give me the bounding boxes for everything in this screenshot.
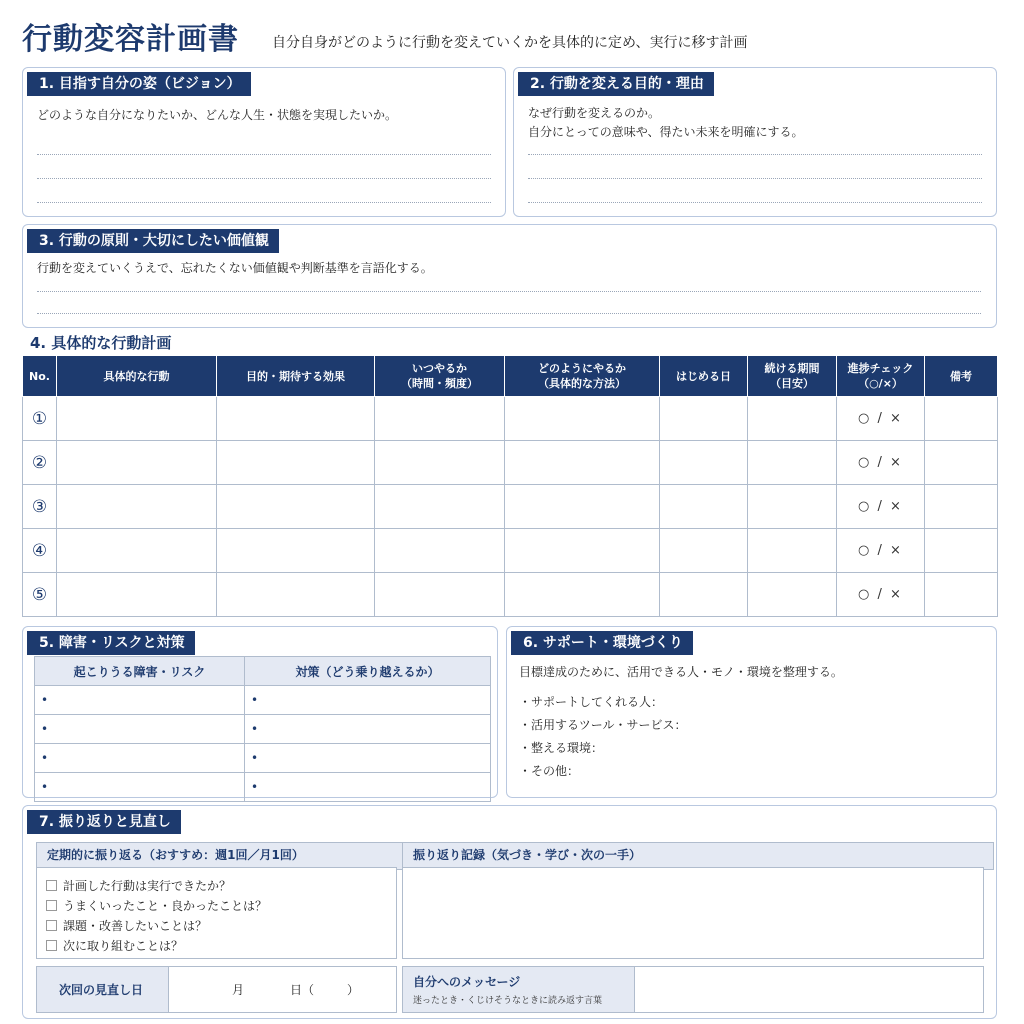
cell[interactable] [505,397,660,441]
measure-cell[interactable]: • [245,773,491,802]
message-sublabel: 迷ったとき・くじけそうなときに読み返す言葉 [413,996,603,1006]
support-item-people: ・サポートしてくれる人： [519,695,664,709]
col-period: 続ける期間 （目安） [748,356,837,397]
next-review-date-field[interactable] [168,966,397,1013]
measure-cell[interactable]: • [245,715,491,744]
section-vision-label: 1. 目指す自分の姿（ビジョン） [27,72,251,96]
checkbox[interactable] [46,900,57,911]
cell[interactable] [660,485,748,529]
progress-check[interactable]: ○ / × [837,397,925,441]
support-item-tools: ・活用するツール・サービス： [519,718,687,732]
cell[interactable] [375,485,505,529]
cell[interactable] [57,441,217,485]
progress-check[interactable]: ○ / × [837,529,925,573]
row-number: ④ [23,529,57,573]
section-purpose-desc-2: 自分にとっての意味や、得たい未来を明確にする。 [528,125,804,139]
col-how: どのようにやるか （具体的な方法） [505,356,660,397]
review-check-item[interactable]: うまくいったこと・良かったことは？ [46,897,267,914]
col-check: 進捗チェック （○/×） [837,356,925,397]
table-row [23,529,998,573]
message-field[interactable] [634,966,984,1013]
cell[interactable] [748,441,837,485]
progress-check[interactable]: ○ / × [837,573,925,617]
month-label: 月 [232,983,245,997]
action-plan-table [22,355,998,617]
checkbox[interactable] [46,880,57,891]
cell[interactable] [375,573,505,617]
next-review-label: 次回の見直し日 [59,983,144,997]
row-number: ① [23,397,57,441]
cell[interactable] [748,573,837,617]
cell[interactable] [57,397,217,441]
write-line[interactable] [528,154,982,155]
col-start: はじめる日 [660,356,748,397]
section-purpose-label: 2. 行動を変える目的・理由 [518,72,714,96]
risk-cell[interactable]: • [35,773,245,802]
col-purpose: 目的・期待する効果 [217,356,375,397]
col-when: いつやるか （時間・頻度） [375,356,505,397]
section-vision [22,67,506,217]
cell[interactable] [505,485,660,529]
col-action: 具体的な行動 [57,356,217,397]
cell[interactable] [748,485,837,529]
cell[interactable] [660,573,748,617]
progress-check[interactable]: ○ / × [837,441,925,485]
review-check-item[interactable]: 次に取り組むことは？ [46,937,183,954]
cell[interactable] [57,573,217,617]
table-row [35,686,491,715]
col-risk: 起こりうる障害・リスク [35,657,245,686]
cell[interactable] [748,397,837,441]
table-row [23,573,998,617]
row-number: ⑤ [23,573,57,617]
section-values-desc: 行動を変えていくうえで、忘れたくない価値観や判断基準を言語化する。 [37,261,433,275]
section-support-label: 6. サポート・環境づくり [511,631,693,655]
checkbox[interactable] [46,940,57,951]
section-support-desc: 目標達成のために、活用できる人・モノ・環境を整理する。 [519,665,843,679]
row-number: ② [23,441,57,485]
write-line[interactable] [37,313,981,314]
section-review-label: 7. 振り返りと見直し [27,810,181,834]
section-support [506,626,997,798]
write-line[interactable] [528,178,982,179]
support-item-environment: ・整える環境： [519,741,604,755]
next-review-label-box [36,966,170,1013]
support-item-other: ・その他： [519,764,580,778]
table-row [23,397,998,441]
cell[interactable] [217,397,375,441]
write-line[interactable] [37,291,981,292]
message-label: 自分へのメッセージ [413,975,521,989]
cell[interactable] [660,441,748,485]
cell[interactable] [925,573,998,617]
section-values [22,224,997,328]
cell[interactable] [925,441,998,485]
row-number: ③ [23,485,57,529]
cell[interactable] [375,529,505,573]
cell[interactable] [925,529,998,573]
cell[interactable] [505,529,660,573]
section-risks-label: 5. 障害・リスクと対策 [27,631,195,655]
periodic-review-head: 定期的に振り返る（おすすめ：週1回／月1回） [36,842,407,870]
table-row [23,485,998,529]
section-purpose [513,67,997,217]
progress-check[interactable]: ○ / × [837,485,925,529]
risk-cell[interactable]: • [35,744,245,773]
review-record-head: 振り返り記録（気づき・学び・次の一手） [402,842,994,870]
risk-cell[interactable]: • [35,715,245,744]
measure-cell[interactable]: • [245,744,491,773]
risk-cell[interactable]: • [35,686,245,715]
cell[interactable] [375,441,505,485]
review-check-item[interactable]: 計画した行動は実行できたか？ [46,877,231,894]
checkbox[interactable] [46,920,57,931]
write-line[interactable] [37,178,491,179]
write-line[interactable] [37,154,491,155]
write-line[interactable] [528,202,982,203]
review-check-item[interactable]: 課題・改善したいことは？ [46,917,207,934]
day-label: 日（ [290,983,315,997]
page-title: 行動変容計画書 [22,22,239,57]
weekday-close: ） [347,983,360,997]
cell[interactable] [217,441,375,485]
message-label-box [402,966,636,1013]
cell[interactable] [217,573,375,617]
cell[interactable] [57,529,217,573]
cell[interactable] [217,529,375,573]
cell[interactable] [375,397,505,441]
cell[interactable] [660,529,748,573]
cell[interactable] [660,397,748,441]
col-note: 備考 [925,356,998,397]
cell[interactable] [505,573,660,617]
col-no: No. [23,356,57,397]
risk-table [34,656,491,802]
section-purpose-desc-1: なぜ行動を変えるのか。 [528,106,661,120]
cell[interactable] [57,485,217,529]
section-vision-desc: どのような自分になりたいか、どんな人生・状態を実現したいか。 [37,108,398,122]
write-line[interactable] [37,202,491,203]
table-row [23,441,998,485]
cell[interactable] [925,397,998,441]
section-values-label: 3. 行動の原則・大切にしたい価値観 [27,229,279,253]
measure-cell[interactable]: • [245,686,491,715]
review-record-area[interactable] [402,867,984,959]
cell[interactable] [925,485,998,529]
cell[interactable] [505,441,660,485]
cell[interactable] [217,485,375,529]
table-row [35,715,491,744]
cell[interactable] [748,529,837,573]
table-row [35,773,491,802]
col-countermeasure: 対策（どう乗り越えるか） [245,657,491,686]
page-subtitle: 自分自身がどのように行動を変えていくかを具体的に定め、実行に移す計画 [272,35,748,51]
section-plan-title: 4. 具体的な行動計画 [30,334,172,352]
table-row [35,744,491,773]
